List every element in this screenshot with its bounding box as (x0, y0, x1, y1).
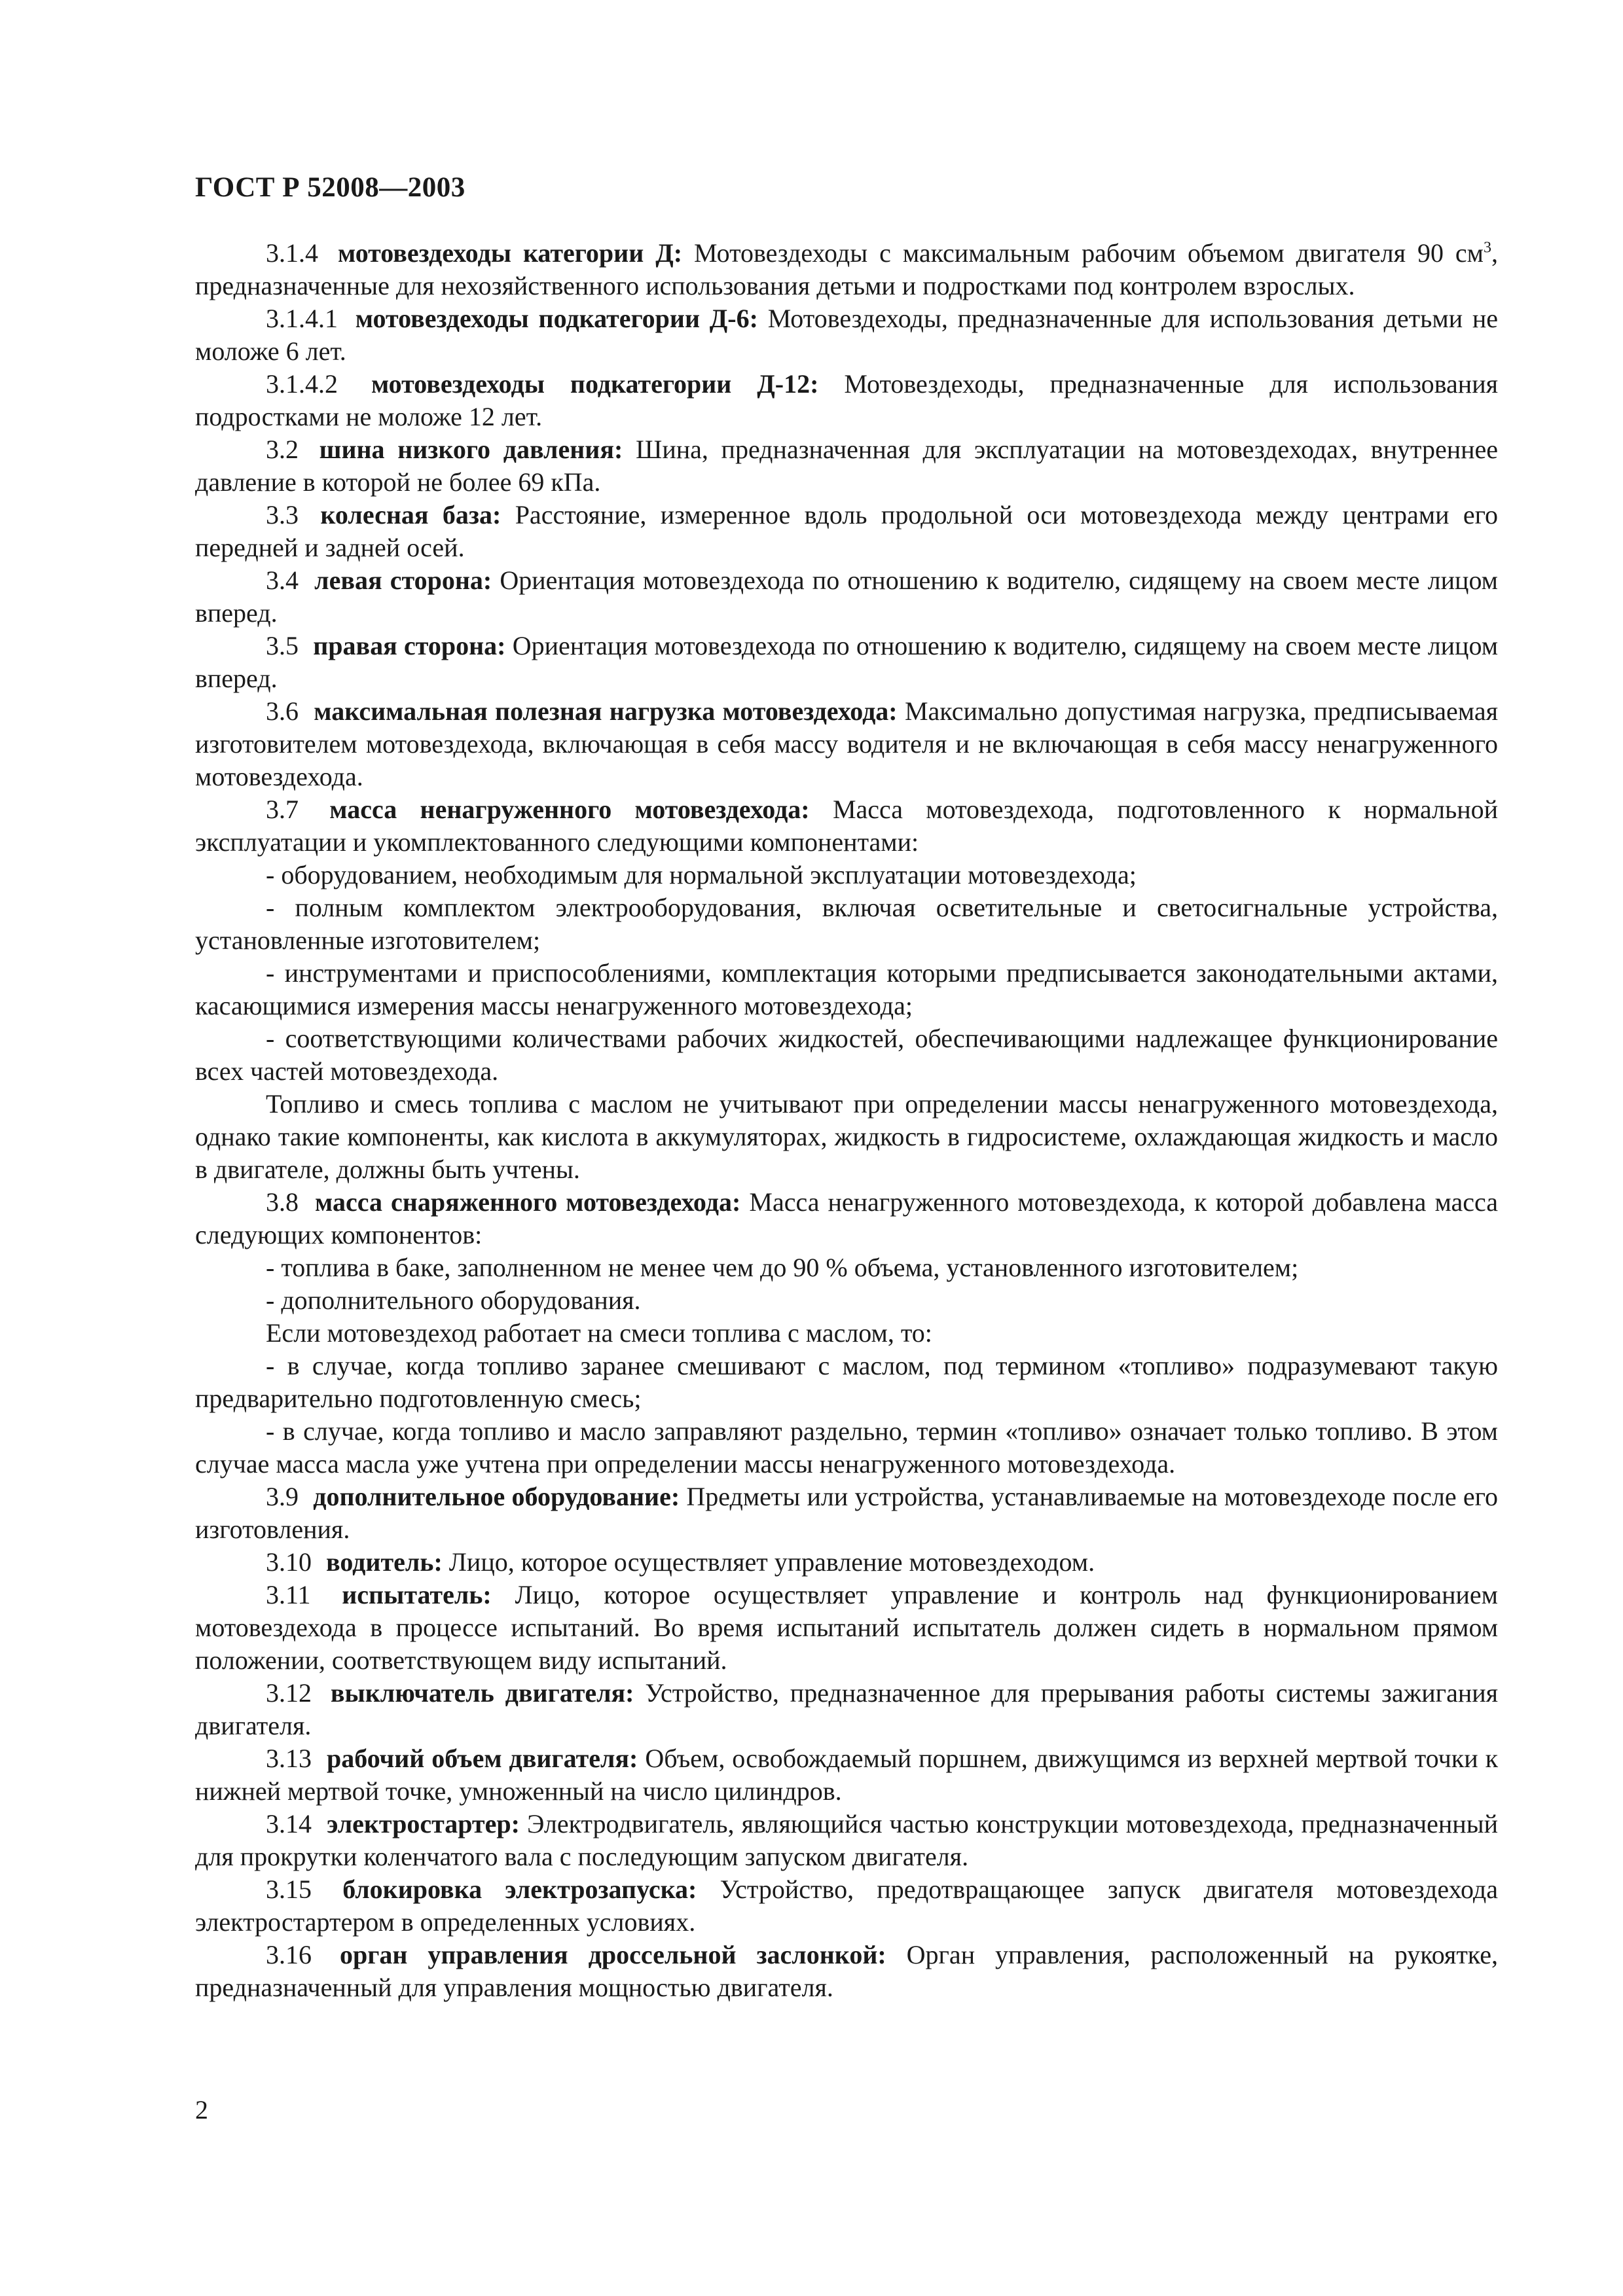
term: блокировка электрозапуска: (342, 1874, 697, 1904)
list-item: - инструментами и приспособлениями, комплектация которыми предписывается законодательными актами, касающимися измерения массы ненагруженного мотовездехода; (195, 958, 1498, 1020)
list-item: - топлива в баке, заполненном не менее чем до 90 % объема, установленного изготовителем; (266, 1253, 1299, 1282)
paragraph-3-1-4-2: 3.1.4.2 мотовездеходы подкатегории Д-12: Мотовездеходы, предназначенные для использования подростками не моложе 12 лет. (195, 369, 1499, 431)
paragraph-3-12: 3.12 выключатель двигателя: Устройство, предназначенное для прерывания работы системы зажигания двигателя. (195, 1678, 1499, 1740)
term: правая сторона: (313, 631, 506, 660)
page-number: 2 (195, 2095, 208, 2125)
paragraph-3-16: 3.16 орган управления дроссельной заслонкой: Орган управления, расположенный на рукоятке, предназначенный для управления мощностью двигателя. (195, 1940, 1498, 2002)
term: рабочий объем двигателя: (326, 1744, 638, 1773)
paragraph-3-13: 3.13 рабочий объем двигателя: Объем, освобождаемый поршнем, движущимся из верхней мертвой точки к нижней мертвой точке, умноженный на число цилиндров. (195, 1744, 1499, 1806)
paragraph-3-8: 3.8 масса снаряженного мотовездехода: Масса ненагруженного мотовездехода, к которой добавлена масса следующих компонентов: (195, 1187, 1499, 1249)
document-header: ГОСТ Р 52008—2003 (195, 172, 465, 203)
term: мотовездеходы подкатегории Д-6: (355, 304, 758, 333)
paragraph-3-4: 3.4 левая сторона: Ориентация мотовездехода по отношению к водителю, сидящему на своем месте лицом вперед. (195, 565, 1498, 628)
term: дополнительное оборудование: (313, 1482, 680, 1511)
term: масса снаряженного мотовездехода: (315, 1187, 741, 1217)
paragraph-3-2: 3.2 шина низкого давления: Шина, предназначенная для эксплуатации на мотовездеходах, внутреннее давление в которой не более 69 кПа. (195, 435, 1499, 497)
list-item: - в случае, когда топливо и масло заправляют раздельно, термин «топливо» означает только топливо. В этом случае масса масла уже учтена при определении массы ненагруженного мотовездехода. (195, 1416, 1498, 1479)
paragraph-3-1-4-1: 3.1.4.1 мотовездеходы подкатегории Д-6: Мотовездеходы, предназначенные для использования детьми не моложе 6 лет. (195, 304, 1499, 366)
term: мотовездеходы подкатегории Д-12: (371, 369, 819, 399)
paragraph-3-10: 3.10 водитель: Лицо, которое осуществляет управление мотовездеходом. (266, 1547, 1095, 1577)
term: левая сторона: (314, 565, 492, 595)
paragraph-text: Топливо и смесь топлива с маслом не учитывают при определении массы ненагруженного мотовездехода, однако такие компоненты, как кислота в аккумуляторах, жидкость в гидросистеме, охлаждающая жидкость и масло в двигателе, должны быть учтены. (195, 1089, 1498, 1184)
term: масса ненагруженного мотовездехода: (329, 795, 810, 824)
paragraph-text: Если мотовездеход работает на смеси топлива с маслом, то: (266, 1318, 932, 1348)
document-body (195, 237, 1498, 2004)
paragraph-3-1-4: 3.1.4 мотовездеходы категории Д: Мотовездеходы с максимальным рабочим объемом двигателя 90 $см^3$, предназначенные для нехозяйственного использования детьми и подростками под контролем взрослых. (195, 238, 1498, 300)
paragraph-3-3: 3.3 колесная база: Расстояние, измеренное вдоль продольной оси мотовездехода между центрами его передней и задней осей. (195, 500, 1499, 562)
list-item: - оборудованием, необходимым для нормальной эксплуатации мотовездехода; (266, 860, 1137, 889)
list-item: - дополнительного оборудования. (266, 1285, 641, 1315)
paragraph-3-14: 3.14 электростартер: Электродвигатель, являющийся частью конструкции мотовездехода, предназначенный для прокрутки коленчатого вала с последующим запуском двигателя. (195, 1809, 1498, 1871)
paragraph-3-15: 3.15 блокировка электрозапуска: Устройство, предотвращающее запуск двигателя мотовездехода электростартером в определенных условиях. (195, 1874, 1499, 1937)
paragraph-3-5: 3.5 правая сторона: Ориентация мотовездехода по отношению к водителю, сидящему на своем месте лицом вперед. (195, 631, 1499, 693)
paragraph-3-6: 3.6 максимальная полезная нагрузка мотовездехода: Максимально допустимая нагрузка, предписываемая изготовителем мотовездехода, включающая в себя массу водителя и не включающая в себя массу ненагруженного мотовездехода. (195, 696, 1498, 791)
term: мотовездеходы категории Д: (337, 238, 683, 268)
term: выключатель двигателя: (330, 1678, 634, 1708)
paragraph-3-11: 3.11 испытатель: Лицо, которое осуществляет управление и контроль над функционированием мотовездехода в процессе испытаний. Во время испытаний испытатель должен сидеть в нормальном прямом положении, соответствующем виду испытаний. (195, 1580, 1498, 1675)
term: водитель: (326, 1547, 443, 1577)
term: орган управления дроссельной заслонкой: (339, 1940, 886, 1969)
list-item: - в случае, когда топливо заранее смешивают с маслом, под термином «топливо» подразумевают такую предварительно подготовленную смесь; (195, 1351, 1498, 1413)
list-item: - соответствующими количествами рабочих жидкостей, обеспечивающими надлежащее функционирование всех частей мотовездехода. (195, 1024, 1498, 1086)
list-item: - полным комплектом электрооборудования, включая осветительные и светосигнальные устройства, установленные изготовителем; (195, 893, 1498, 955)
term: максимальная полезная нагрузка мотовездехода: (314, 696, 898, 726)
term: испытатель: (342, 1580, 492, 1609)
paragraph-3-7: 3.7 масса ненагруженного мотовездехода: Масса мотовездехода, подготовленного к нормальной эксплуатации и укомплектованного следующими компонентами: (195, 795, 1499, 857)
term: шина низкого давления: (319, 435, 623, 464)
term: колесная база: (320, 500, 501, 529)
term: электростартер: (327, 1809, 520, 1839)
paragraph-3-9: 3.9 дополнительное оборудование: Предметы или устройства, устанавливаемые на мотовездеходе после его изготовления. (195, 1482, 1498, 1544)
